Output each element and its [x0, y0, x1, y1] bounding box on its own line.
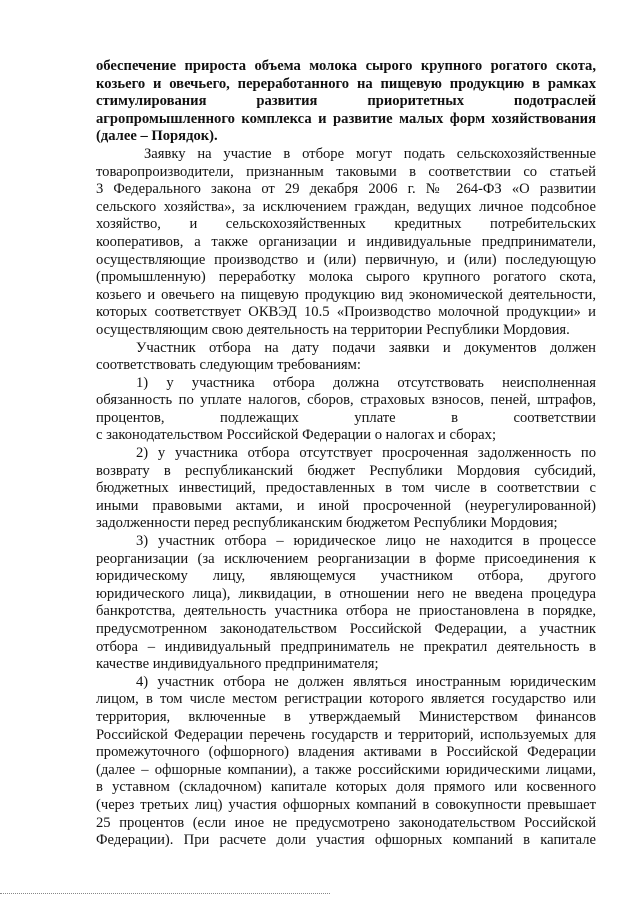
text-line: хозяйство, и сельскохозяйственных кредитных потребительских	[96, 216, 596, 233]
text-line: в уставном (складочном) капитале которых доля прямого или косвенного	[96, 779, 596, 796]
text-line: качестве индивидуального предпринимателя;	[96, 656, 379, 673]
text-line: бюджетных инвестиций, предоставленных в том числе в соответствии с	[96, 480, 596, 497]
text-line: юридическому лицу, являющемуся участником отбора, другого	[96, 568, 596, 585]
text-line: 1) у участника отбора должна отсутствовать неисполненная	[136, 374, 596, 391]
text-line: промежуточного (офшорного) владения активами в Российской Федерации	[96, 744, 596, 761]
requirement-item-4	[96, 674, 596, 850]
text-line: соответствовать следующим требованиям:	[96, 357, 361, 374]
text-line: которых соответствует ОКВЭД 10.5 «Производство молочной продукции» и	[96, 304, 596, 321]
text-line: Федерации). При расчете доли участия офшорных компаний в капитале	[96, 832, 596, 849]
text-line: задолженности перед республиканским бюджетом Республики Мордовия;	[96, 515, 558, 532]
text-line: 2) у участника отбора отсутствует просроченная задолженность по	[136, 445, 596, 462]
text-line: осуществляющие производство и (или) первичную, и (или) последующую	[96, 251, 596, 268]
text-line: территория, включенные в утверждаемый Министерством финансов	[96, 708, 596, 725]
text-line: козьего и овечьего на пищевую продукцию вид экономической деятельности,	[96, 286, 596, 303]
text-line: банкротства, деятельность участника отбора не приостановлена в порядке,	[96, 603, 596, 620]
heading-line: козьего и овечьего, переработанного на пищевую продукцию в рамках	[96, 75, 596, 92]
text-line: обязанность по уплате налогов, сборов, страховых взносов, пеней, штрафов,	[96, 392, 596, 409]
document-page	[96, 58, 596, 850]
paragraph-requirements-intro	[96, 340, 596, 375]
requirement-item-2	[96, 445, 596, 533]
text-line: Российской Федерации перечень государств и территорий, используемых для	[96, 726, 596, 743]
text-line: 25 процентов (если иное не предусмотрено законодательством Российской	[96, 814, 596, 831]
requirement-item-1	[96, 375, 596, 445]
text-line: предусмотренном законодательством Российской Федерации, а участник	[96, 621, 596, 637]
text-line: кооперативов, а также организации и индивидуальные предприниматели,	[96, 233, 596, 250]
text-line: (промышленную) переработку молока сырого крупного рогатого скота,	[96, 269, 596, 286]
text-line: (далее – офшорные компании), а также российскими юридическими лицами,	[96, 761, 596, 778]
text-line: реорганизации (за исключением реорганизации в форме присоединения к	[96, 550, 596, 567]
text-line: сельского хозяйства», за исключением граждан, ведущих личное подсобное	[96, 198, 596, 215]
text-line: 3) участник отбора – юридическое лицо не находится в процессе	[136, 533, 596, 550]
text-line: Участник отбора на дату подачи заявки и документов должен	[136, 339, 596, 356]
text-line: 3 Федерального закона от 29 декабря 2006 г. № 264-ФЗ «О развитии	[96, 181, 596, 198]
heading-line: агропромышленного комплекса и развитие малых форм хозяйствования	[96, 110, 596, 127]
text-line: иными правовыми актами, и иной просроченной (неурегулированной)	[96, 497, 596, 514]
text-line: лицом, в том числе местом регистрации которого является государство или	[96, 691, 596, 708]
text-line: с законодательством Российской Федерации о налогах и сборах;	[96, 427, 497, 444]
text-line: товаропроизводители, признанным таковыми в соответствии со статьей	[96, 163, 596, 180]
heading-line: стимулирования развития приоритетных подотраслей	[96, 93, 596, 110]
heading-line: обеспечение прироста объема молока сырого крупного рогатого скота,	[96, 58, 596, 74]
text-line: 4) участник отбора не должен являться иностранным юридическим	[136, 673, 596, 690]
text-line: осуществляющим свою деятельность на территории Республики Мордовия.	[96, 321, 570, 338]
requirement-item-3	[96, 533, 596, 674]
text-line: Заявку на участие в отборе могут подать сельскохозяйственные	[144, 145, 596, 162]
text-line: юридического лица), ликвидации, в отношении него не введена процедура	[96, 585, 596, 602]
paragraph-applicants	[96, 146, 596, 340]
footer-divider	[0, 893, 330, 894]
text-line: отбора – индивидуальный предприниматель не прекратил деятельность в	[96, 638, 596, 655]
text-line: возврату в республиканский бюджет Республики Мордовия субсидий,	[96, 462, 596, 479]
text-line: процентов, подлежащих уплате в соответствии	[96, 409, 596, 426]
heading-block	[96, 58, 596, 146]
heading-line: (далее – Порядок).	[96, 128, 218, 145]
text-line: (через третьих лиц) участия офшорных компаний в совокупности превышает	[96, 796, 596, 813]
